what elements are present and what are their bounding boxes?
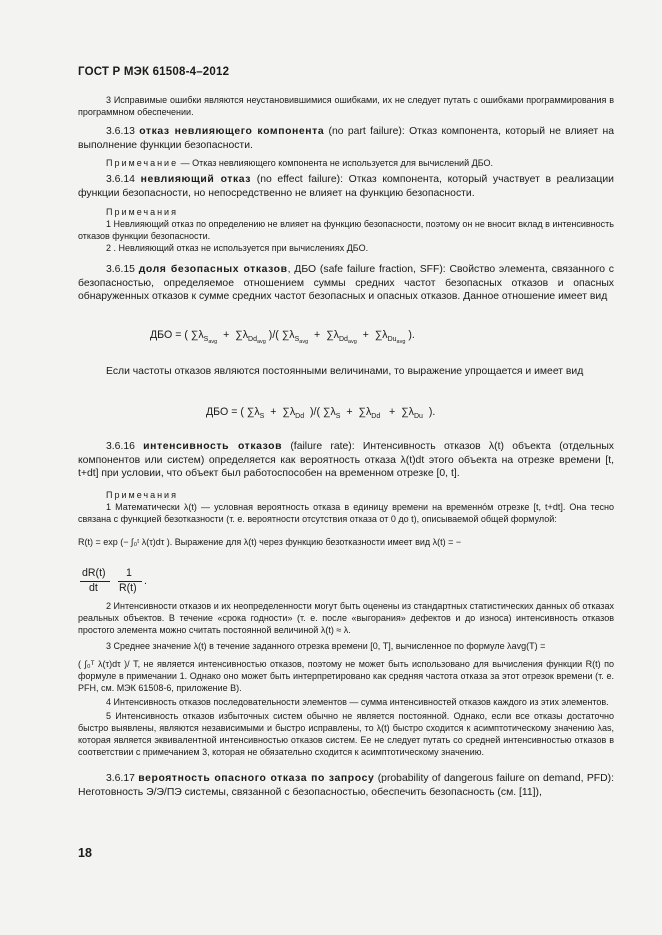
clause-number: 3.6.16 xyxy=(106,441,135,452)
definition-text: (no part failure): Отказ компонента, который не влияет на выполнение функции безопасности. xyxy=(78,126,614,151)
term: отказ невлияющего компонента xyxy=(139,126,325,137)
note-3-body: ( ∫₀ᵀ λ(τ)dτ )/ T, не является интенсивностью отказов, поэтому не может быть использовано для вычисления функции R(t) по формуле в примечании 1. Однако оно может быть интерпретировано как средняя частота отказа за этот отрезок времени (т. е. PFH, см. МЭК 61508-6, приложение B). xyxy=(78,659,614,693)
note-text: 3 Исправимые ошибки являются неустановившимися ошибками, их не следует путать с ошибками программирования в программном обеспечении. xyxy=(78,95,614,117)
section-3-6-17 xyxy=(78,772,614,803)
note-3-intro: 3 Среднее значение λ(t) в течение заданного отрезка времени [0, T], вычисленное по формуле λavg(T) = xyxy=(106,641,546,651)
notes-label: Примечания xyxy=(106,207,178,217)
clause-number: 3.6.15 xyxy=(106,264,135,275)
definition-text: (failure rate): Интенсивность отказов λ(t) объекта (отдельных компонентов или систем) определяется как вероятность отказа λ(t)dt этого объекта на отрезке времени [t, t+dt] при условии, что объект был работоспособен на временном отрезке [0, t]. xyxy=(78,441,615,480)
page-number: 18 xyxy=(78,846,92,860)
section-3-6-13-note xyxy=(78,157,614,169)
clause-number: 3.6.17 xyxy=(106,773,135,784)
note-3-corrigible-errors xyxy=(78,94,614,118)
term: интенсивность отказов xyxy=(143,441,283,452)
note-body: — Отказ невлияющего компонента не используется для вычислений ДБО. xyxy=(178,158,493,168)
note-4: 4 Интенсивность отказов последовательности элементов — сумма интенсивностей отказов каждого из этих элементов. xyxy=(106,697,609,707)
definition-paragraph xyxy=(78,125,614,152)
section-3-6-14 xyxy=(78,173,614,204)
sff-formula-constant: ДБО = ( $\sum\lambda_S + \sum\lambda_{Dd}$ )/( $\sum\lambda_S + \sum\lambda_{Dd} + \sum\lambda_{Du}$ ). xyxy=(206,406,436,421)
clause-number: 3.6.13 xyxy=(106,126,135,137)
note-label: Примечание xyxy=(106,158,179,168)
fraction-numerator: dR(t) xyxy=(82,567,106,579)
fraction-denominator-2: R(t) xyxy=(119,582,137,594)
hazard-fraction: dR(t) dt 1 R(t) . xyxy=(82,567,147,594)
definition-paragraph xyxy=(78,440,614,481)
section-3-6-15 xyxy=(78,263,614,308)
definition-paragraph xyxy=(78,173,614,200)
section-3-6-16-notes-2 xyxy=(78,600,614,758)
definition-text: , ДБО (safe failure fraction, SFF): Свойство элемента, связанного с безопасностью, определяемое отношением суммы средних частот безопасных отказов и опасных обнаруженных отказов к сумме средних частот безопасных и опасных отказов. Данное отношение имеет вид xyxy=(78,264,614,303)
definition-paragraph xyxy=(78,263,614,304)
section-3-6-16 xyxy=(78,440,614,485)
note-2: 2 . Невлияющий отказ не используется при вычислениях ДБО. xyxy=(106,243,369,253)
paragraph-text: Если частоты отказов являются постоянными величинами, то выражение упрощается и имеет вид xyxy=(106,366,584,377)
fraction-denominator: dt xyxy=(89,582,98,594)
document-header: ГОСТ Р МЭК 61508-4–2012 xyxy=(78,66,230,78)
note-1-formula-line xyxy=(78,536,614,548)
sff-formula-avg: ДБО = ( $\sum\lambda_{S_{avg}} + \sum\lambda_{Dd_{avg}}$ )/( $\sum\lambda_{S_{avg}} + \sum\lambda_{Dd_{avg}} + \sum\lambda_{Du_{avg}}$ ). xyxy=(150,329,415,346)
note-1-intro: 1 Математически λ(t) — условная вероятность отказа в единицу времени на временно́м отрезке [t, t+dt]. Она тесно связана с функцией безотказности (т. е. вероятности отсутствия отказа от 0 до t), описываемой общей формулой: xyxy=(78,502,614,524)
section-3-6-13 xyxy=(78,125,614,156)
note-1: 1 Невлияющий отказ по определению не влияет на функцию безопасности, поэтому он не вносит вклад в интенсивность отказов функции безопасности. xyxy=(78,219,614,241)
note-5: 5 Интенсивность отказов избыточных систем обычно не является постоянной. Однако, если все отказы достаточно быстро выявлены, являются независимыми и быстро исправлены, то λ(t) быстро сходится к асимптотическому значению λas, которая является эквивалентной интенсивностью отказов систем. Ее не следует путать со средней интенсивностью отказов в соответствии с примечанием 3, которая не обязательно сходится к асимптотическому значению. xyxy=(78,711,614,757)
reliability-formula: R(t) = exp (− ∫₀ᵗ λ(τ)dτ ). Выражение для λ(t) через функцию безотказности имеет вид λ(t) = − xyxy=(78,537,462,547)
note-2: 2 Интенсивности отказов и их неопределенности могут быть оценены из стандартных статистических данных об отказах реальных объектов. В течение «срока годности» (т. е. после «выгорания» дефектов и до износа) интенсивность отказов простого элемента можно считать постоянной величиной λ(t) ≈ λ. xyxy=(78,601,614,635)
clause-number: 3.6.14 xyxy=(106,174,135,185)
section-3-6-16-notes xyxy=(78,489,614,525)
definition-text: (probability of dangerous failure on demand, PFD): Неготовность Э/Э/ПЭ системы, связанной с безопасностью, обеспечить безопасность (см. [11]), xyxy=(78,773,614,798)
term: вероятность опасного отказа по запросу xyxy=(138,773,375,784)
notes-label: Примечания xyxy=(106,490,178,500)
constant-rate-paragraph xyxy=(78,365,614,383)
definition-paragraph xyxy=(78,772,614,799)
definition-text: (no effect failure): Отказ компонента, который участвует в реализации функции безопасности, но непосредственно не влияет на функцию безопасности. xyxy=(78,174,614,199)
term: доля безопасных отказов xyxy=(138,264,288,275)
term: невлияющий отказ xyxy=(140,174,252,185)
section-3-6-14-notes xyxy=(78,206,614,254)
note-text xyxy=(78,157,614,169)
fraction-numerator-2: 1 xyxy=(126,567,132,579)
